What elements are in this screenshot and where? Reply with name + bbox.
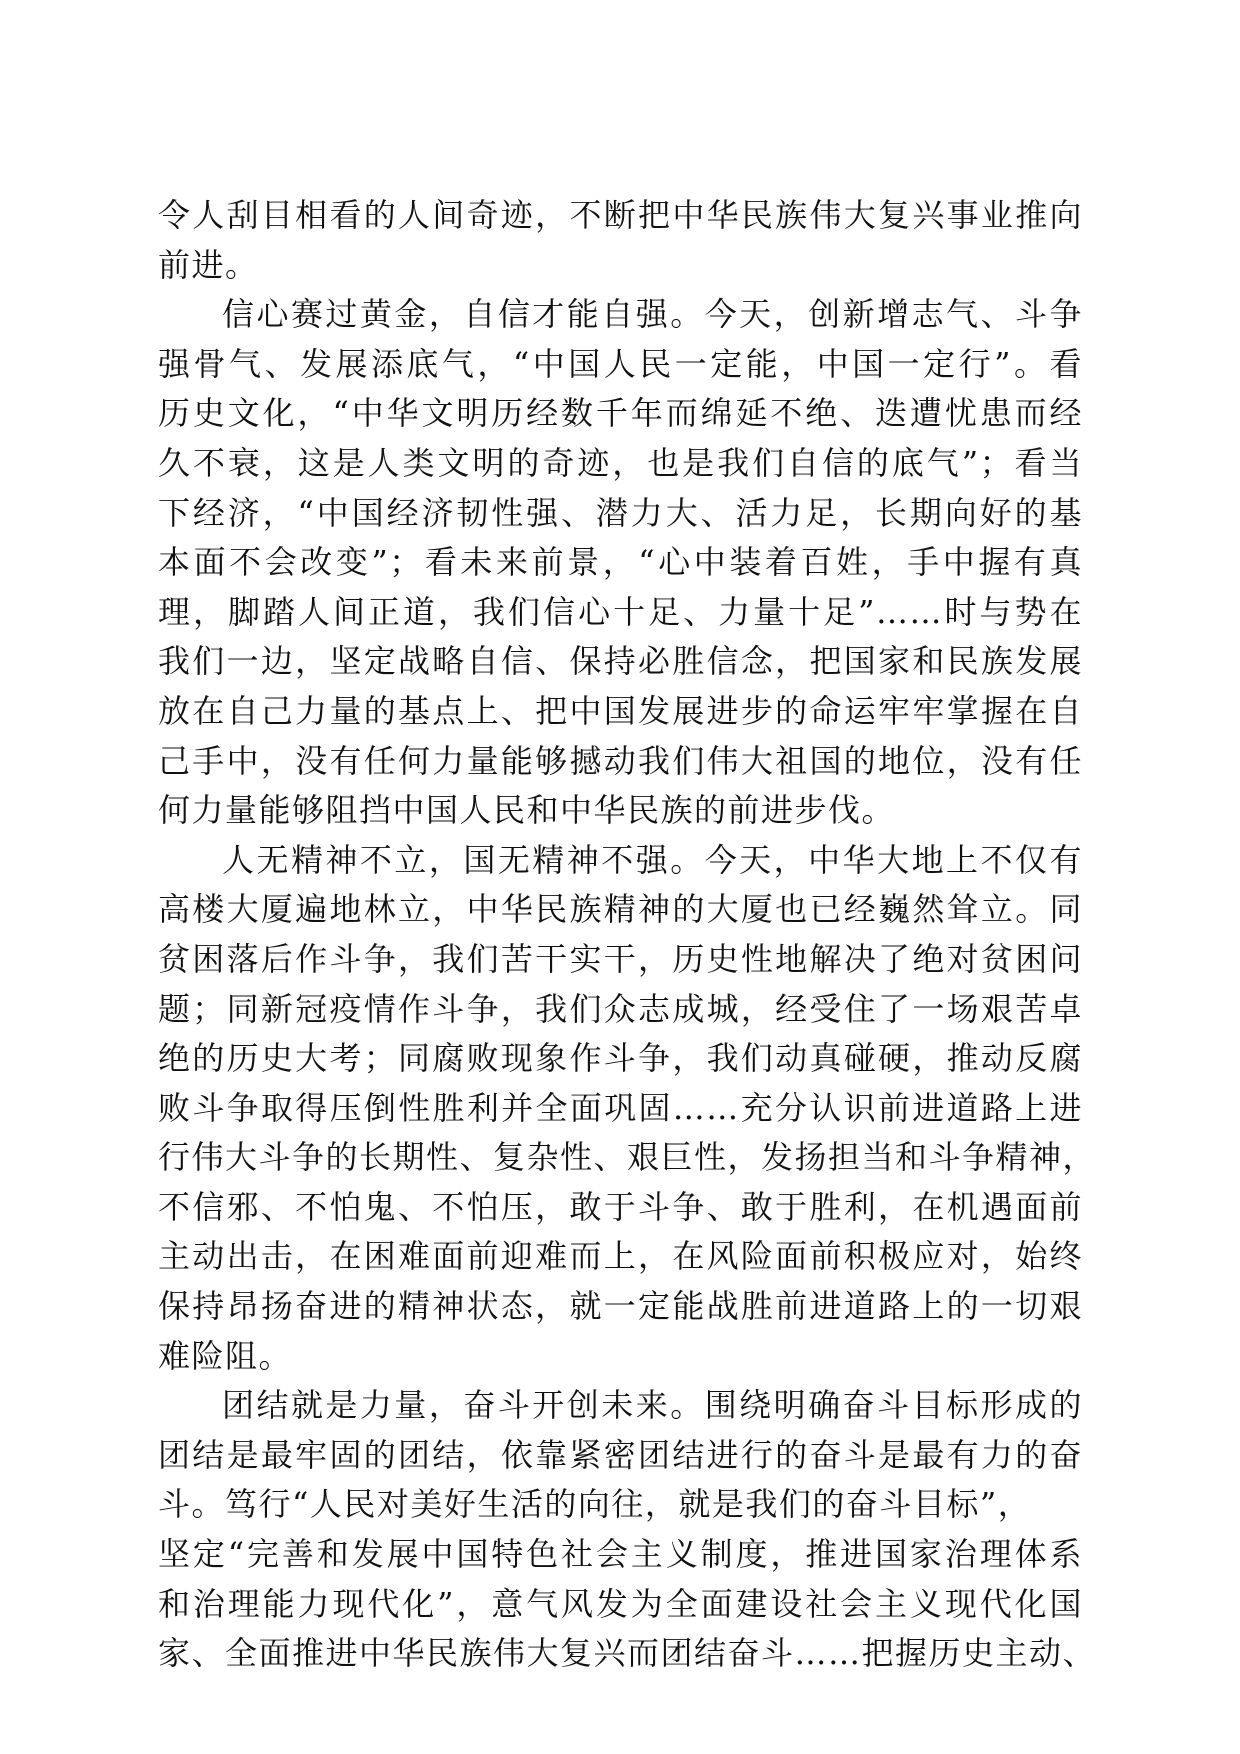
- text-line: 团结是最牢固的团结，依靠紧密团结进行的奋斗是最有力的奋: [158, 1435, 1083, 1474]
- text-line: 下经济，“中国经济韧性强、潜力大、活力足，长期向好的基: [158, 493, 1083, 532]
- text-line: 历史文化，“中华文明历经数千年而绵延不绝、迭遭忧患而经: [158, 394, 1083, 433]
- text-line: 己手中，没有任何力量能够撼动我们伟大祖国的地位，没有任: [158, 741, 1083, 780]
- text-line: 何力量能够阻挡中国人民和中华民族的前进步伐。: [158, 791, 896, 830]
- paragraph-4: [158, 1381, 1097, 1679]
- text-line: 保持昂扬奋进的精神状态，就一定能战胜前进道路上的一切艰: [158, 1287, 1083, 1326]
- text-line: 久不衰，这是人类文明的奇迹，也是我们自信的底气”；看当: [158, 443, 1083, 482]
- text-line: 家、全面推进中华民族伟大复兴而团结奋斗……把握历史主动、: [158, 1634, 1097, 1673]
- text-line: 难险阻。: [158, 1336, 293, 1375]
- text-line: 不信邪、不怕鬼、不怕压，敢于斗争、敢于胜利，在机遇面前: [158, 1187, 1083, 1226]
- paragraph-3: [158, 836, 1097, 1382]
- text-line: 行伟大斗争的长期性、复杂性、艰巨性，发扬担当和斗争精神，: [158, 1138, 1097, 1177]
- text-line: 人无精神不立，国无精神不强。今天，中华大地上不仅有: [222, 840, 1083, 879]
- text-line: 强骨气、发展添底气，“中国人民一定能，中国一定行”。看: [158, 344, 1083, 383]
- text-line: 题；同新冠疫情作斗争，我们众志成城，经受住了一场艰苦卓: [158, 989, 1083, 1028]
- text-line: 我们一边，坚定战略自信、保持必胜信念，把国家和民族发展: [158, 642, 1083, 681]
- text-line: 绝的历史大考；同腐败现象作斗争，我们动真碰硬，推动反腐: [158, 1039, 1083, 1078]
- paragraph-2: [158, 290, 1083, 836]
- text-line: 团结就是力量，奋斗开创未来。围绕明确奋斗目标形成的: [222, 1386, 1083, 1425]
- text-line: 令人刮目相看的人间奇迹，不断把中华民族伟大复兴事业推向: [158, 196, 1083, 234]
- text-line: 贫困落后作斗争，我们苦干实干，历史性地解决了绝对贫困问: [158, 939, 1083, 978]
- text-line: 主动出击，在困难面前迎难而上，在风险面前积极应对，始终: [158, 1237, 1083, 1276]
- document-page: [158, 191, 1097, 1679]
- text-line: 放在自己力量的基点上、把中国发展进步的命运牢牢掌握在自: [158, 691, 1083, 730]
- paragraph-1: [158, 191, 1083, 290]
- text-line: 理，脚踏人间正道，我们信心十足、力量十足”……时与势在: [158, 592, 1083, 631]
- text-line: 斗。笃行“人民对美好生活的向往，就是我们的奋斗目标”，: [158, 1485, 1032, 1524]
- text-line: 前进。: [158, 245, 259, 284]
- text-line: 败斗争取得压倒性胜利并全面巩固……充分认识前进道路上进: [158, 1088, 1083, 1127]
- text-line: 本面不会改变”；看未来前景，“心中装着百姓，手中握有真: [158, 543, 1083, 582]
- text-line: 坚定“完善和发展中国特色社会主义制度，推进国家治理体系: [158, 1535, 1083, 1574]
- text-line: 信心赛过黄金，自信才能自强。今天，创新增志气、斗争: [222, 295, 1083, 334]
- text-line: 高楼大厦遍地林立，中华民族精神的大厦也已经巍然耸立。同: [158, 890, 1083, 929]
- text-line: 和治理能力现代化”，意气风发为全面建设社会主义现代化国: [158, 1584, 1083, 1623]
